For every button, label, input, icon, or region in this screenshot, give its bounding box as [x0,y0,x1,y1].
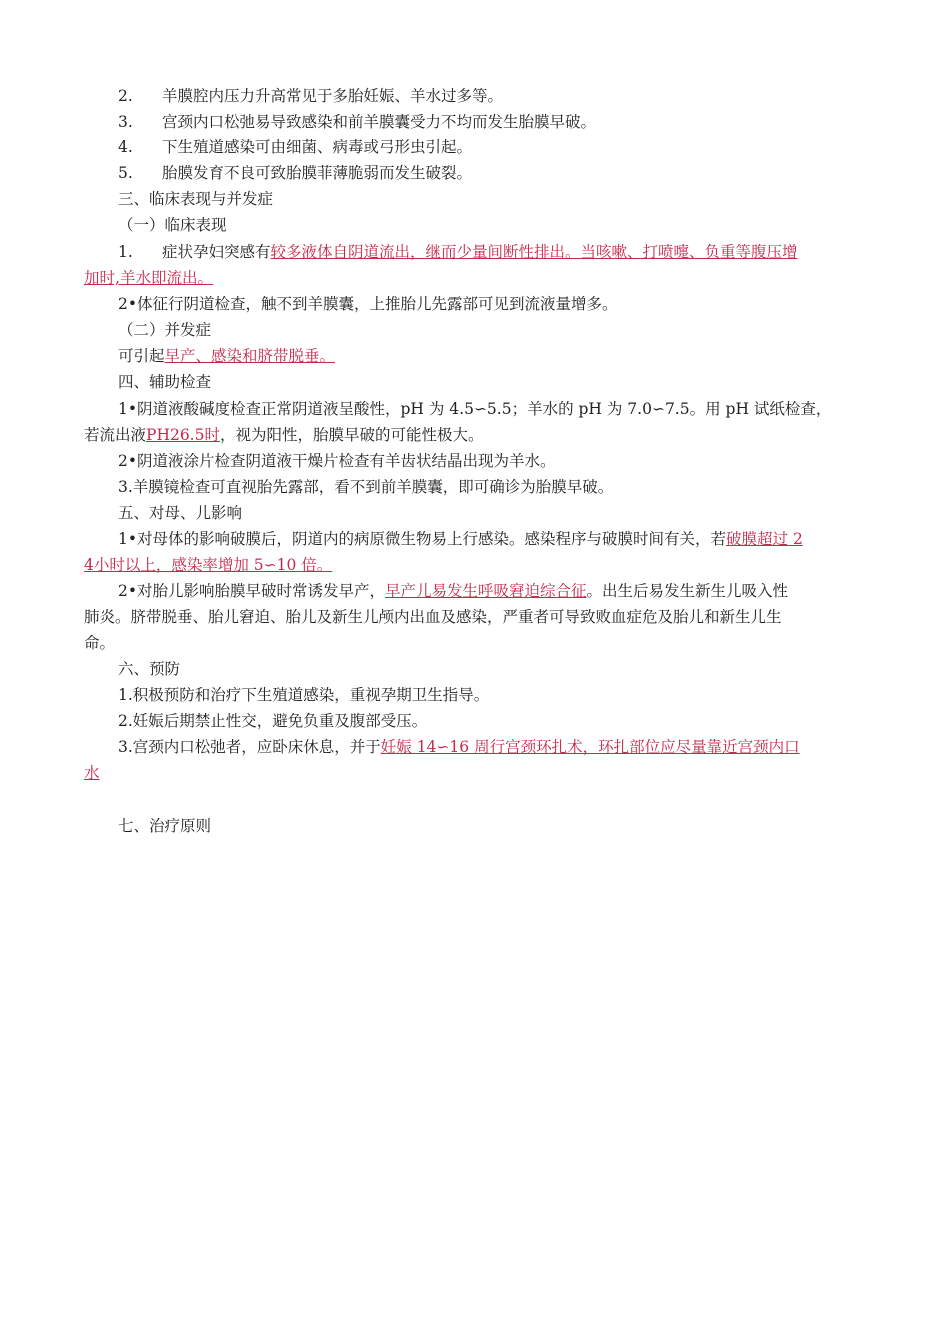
subheading-complications: （二）并发症 [118,321,212,339]
list-number: 2. [118,87,133,105]
text-run: 可引起 [118,347,165,365]
effect-item-2-line1 [118,578,788,604]
section-heading-effects: 五、对母、儿影响 [118,504,243,522]
exam-item-2: 2•阴道液涂片检查阴道液干燥片检查有羊齿状结晶出现为羊水。 [118,452,556,470]
text-run: 若流出液 [84,426,147,444]
list-text: 宫颈内口松弛易导致感染和前羊膜囊受力不均而发生胎膜早破。 [162,113,597,131]
text-run: 3.宫颈内口松弛者，应卧床休息，并于 [118,738,381,756]
text-run: 症状孕妇突感有 [162,243,271,261]
highlighted-text: 较多液体自阴道流出，继而少量间断性排出。当咳嗽、打喷嚏、负重等腹压增 [270,243,798,261]
list-number: 1. [118,243,133,261]
list-number: 4. [118,138,133,156]
section-heading-prevention: 六、预防 [118,660,181,678]
highlighted-text: 羊水即流出。 [119,269,213,287]
section-heading-treatment: 七、治疗原则 [118,817,212,835]
highlighted-text: PH26.5时 [146,426,220,444]
subheading-clinical-manifestations: （一）临床表现 [118,216,227,234]
clinical-item-1-line2 [84,265,213,291]
list-text: 下生殖道感染可由细菌、病毒或弓形虫引起。 [162,138,473,156]
highlighted-text: 早产儿易发生呼吸窘迫综合征 [385,582,587,600]
list-text [162,239,798,265]
highlighted-text: 4 [84,556,94,574]
highlighted-text: 加时, [84,269,120,287]
exam-item-1-line2 [84,422,484,448]
highlighted-text: 小时以上，感染率增加 5∽10 倍。 [93,556,333,574]
effect-item-2-line2: 肺炎。脐带脱垂、胎儿窘迫、胎儿及新生儿颅内出血及感染，严重者可导致败血症危及胎儿和新生儿生 [84,608,782,626]
highlighted-text: 破膜超过 2 [726,530,803,548]
prevention-item-1: 1.积极预防和治疗下生殖道感染，重视孕期卫生指导。 [118,686,490,704]
highlighted-text: 早产、感染和脐带脱垂。 [164,347,336,365]
highlighted-text: 妊娠 14∽16 周行宫颈环扎术，环扎部位应尽量靠近宫颈内口 [380,738,800,756]
text-run: 2•对胎儿影响胎膜早破时常诱发早产， [118,582,386,600]
text-run: 1•对母体的影响破膜后，阴道内的病原微生物易上行感染。感染程序与破膜时间有关，若 [118,530,727,548]
list-text: 羊膜腔内压力升高常见于多胎妊娠、羊水过多等。 [162,87,504,105]
prevention-item-2: 2.妊娠后期禁止性交，避免负重及腹部受压。 [118,712,428,730]
text-run: ，视为阳性，胎膜早破的可能性极大。 [219,426,484,444]
exam-item-3: 3.羊膜镜检查可直视胎先露部，看不到前羊膜囊，即可确诊为胎膜早破。 [118,478,614,496]
prevention-item-3-line1 [118,734,800,760]
clinical-item-2: 2•体征行阴道检查，触不到羊膜囊，上推胎儿先露部可见到流液量增多。 [118,295,618,313]
section-heading-exams: 四、辅助检查 [118,373,212,391]
complications-text [118,343,335,369]
section-heading-clinical: 三、临床表现与并发症 [118,190,274,208]
list-text: 胎膜发育不良可致胎膜菲薄脆弱而发生破裂。 [162,164,473,182]
list-number: 5. [118,164,133,182]
effect-item-1-line1 [118,526,803,552]
list-number: 3. [118,113,133,131]
effect-item-1-line2 [84,552,332,578]
text-run: 。出生后易发生新生儿吸入性 [586,582,789,600]
prevention-item-3-line2 [84,760,100,786]
exam-item-1-line1: 1•阴道液酸碱度检查正常阴道液呈酸性，pH 为 4.5∽5.5；羊水的 pH 为 7.0∽7.5。用 pH 试纸检查， [118,400,832,418]
effect-item-2-line3: 命。 [84,634,116,652]
highlighted-text: 水 [84,764,100,782]
